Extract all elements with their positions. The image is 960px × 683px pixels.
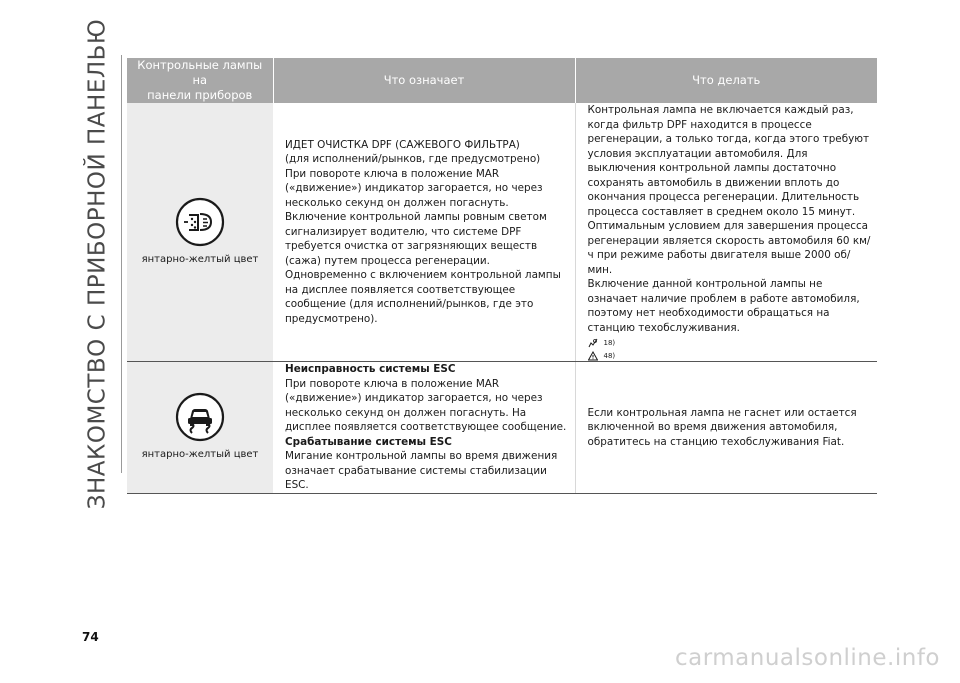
- lamp-color-caption: янтарно-желтый цвет: [141, 253, 259, 265]
- table-row: [127, 103, 877, 362]
- meaning-esc-active-text: Мигание контрольной лампы во время движения означает срабатывание системы стабилизации ESC.: [285, 450, 558, 491]
- warning-triangle-icon: [588, 351, 598, 361]
- page-number: 74: [82, 630, 99, 644]
- section-divider: [121, 55, 122, 473]
- header-lamps: [127, 58, 273, 103]
- action-dpf-paragraph-1: Контрольная лампа не включается каждый раз, когда фильтр DPF находится в процессе регенерации, а только тогда, когда этого требуют условия эксплуатации автомобиля. Для выключения контрольной лампы достаточно сохранять автомобиль в движении вплоть до окончания процесса регенерации. Длительность процесса составляет в среднем около 15 минут.: [587, 104, 870, 218]
- esc-skid-car-icon: [175, 392, 225, 442]
- lamp-color-caption: янтарно-желтый цвет: [141, 449, 259, 460]
- meaning-dpf-availability: (для исполнений/рынков, где предусмотрено): [285, 153, 541, 166]
- note-warning: [588, 351, 874, 361]
- meaning-dpf-key-on: При повороте ключа в положение MAR («движение») индикатор загорается, но через несколько секунд он должен погаснуть.: [285, 167, 543, 209]
- dpf-filter-icon: [175, 197, 225, 247]
- environment-hand-icon: [588, 338, 598, 348]
- header-lamps-line2: панели приборов: [147, 88, 253, 102]
- meaning-cell-dpf: [273, 103, 575, 362]
- note-environment-ref: 18): [603, 339, 616, 347]
- lamp-cell-dpf: [127, 103, 273, 362]
- meaning-cell-esc: [273, 362, 575, 494]
- watermark: carmanualsonline.info: [674, 645, 940, 671]
- meaning-dpf-steady: Включение контрольной лампы ровным светом сигнализирует водителю, что системе DPF требуется очистка от загрязняющих веществ (сажа) путем процесса регенерации.: [285, 211, 547, 267]
- section-title-text: ЗНАКОМСТВО С ПРИБОРНОЙ ПАНЕЛЬЮ: [84, 18, 110, 510]
- table-header-row: [127, 58, 877, 103]
- action-dpf-paragraph-2: Оптимальным условием для завершения процесса регенерации является скорость автомобиля 60 км/ч при режиме работы двигателя выше 2000 об/мин.: [587, 220, 871, 276]
- meaning-dpf-display: Одновременно с включением контрольной лампы на дисплее появляется соответствующее сообщение (для исполнений/рынков, где это предусмотрено).: [285, 269, 561, 325]
- header-meaning: Что означает: [273, 58, 575, 103]
- action-dpf-paragraph-3: Включение данной контрольной лампы не означает наличие проблем в работе автомобиля, поэтому нет необходимости обращаться на станцию техобслуживания.: [587, 278, 860, 334]
- meaning-esc-active-heading: Срабатывание системы ESC: [285, 435, 452, 448]
- table-row: [127, 362, 877, 494]
- action-esc-text: Если контрольная лампа не гаснет или остается включенной во время движения автомобиля, обратитесь на станцию техобслуживания Fiat.: [587, 406, 857, 448]
- note-environment: [588, 338, 874, 348]
- warning-lamps-table: [127, 58, 877, 494]
- meaning-dpf-title: ИДЕТ ОЧИСТКА DPF (САЖЕВОГО ФИЛЬТРА): [285, 138, 520, 151]
- action-cell-esc: [575, 362, 877, 494]
- meaning-esc-failure-text: При повороте ключа в положение MAR («движение») индикатор загорается, но через несколько секунд он должен погаснуть. На дисплее появляется соответствующее сообщение.: [285, 377, 567, 433]
- header-action: Что делать: [575, 58, 877, 103]
- header-lamps-line1: Контрольные лампы на: [137, 58, 263, 87]
- note-warning-ref: 48): [603, 352, 616, 360]
- section-title: [78, 18, 116, 510]
- lamp-cell-esc: [127, 362, 273, 494]
- action-cell-dpf: [575, 103, 877, 362]
- meaning-esc-failure-heading: Неисправность системы ESC: [285, 363, 456, 375]
